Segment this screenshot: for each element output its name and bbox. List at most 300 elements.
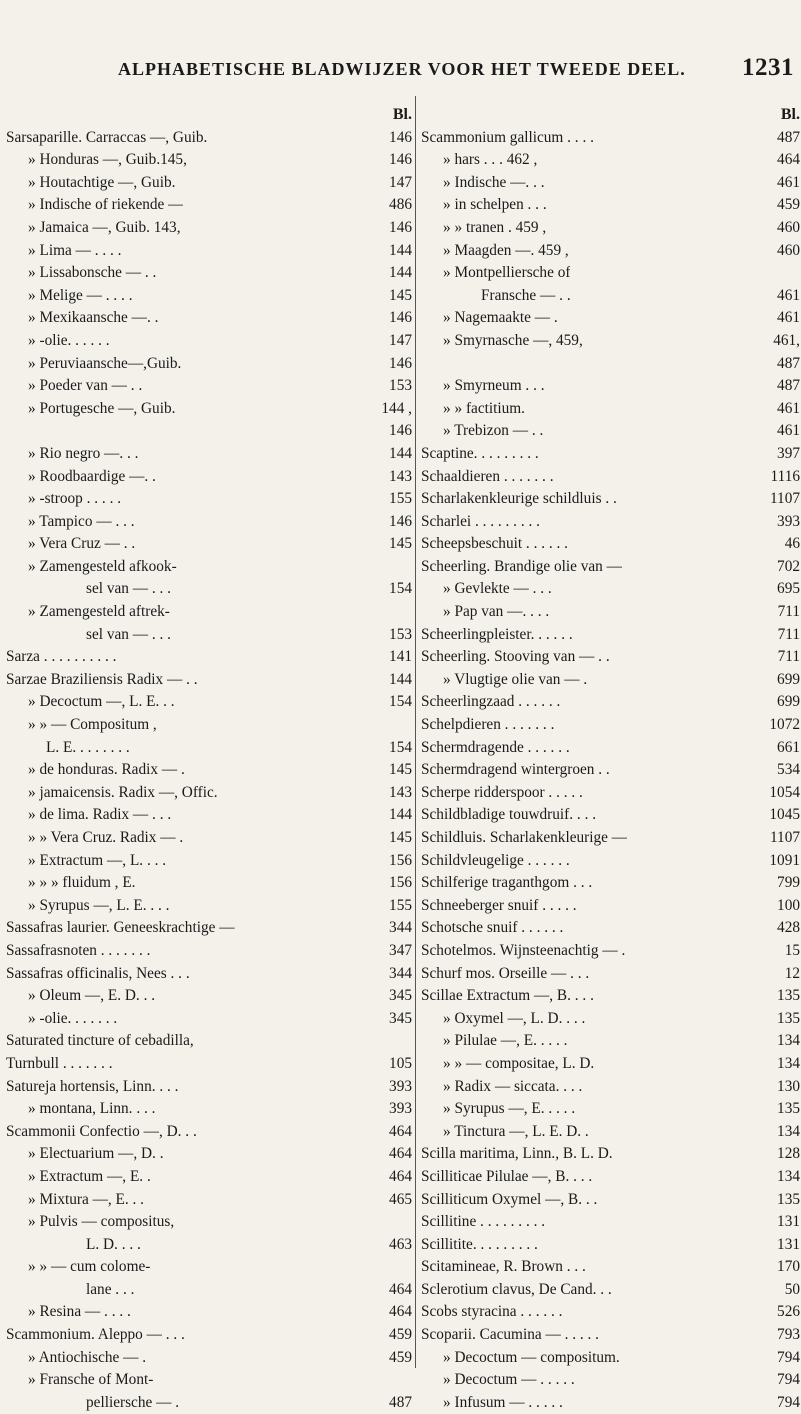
index-entry (6, 172, 412, 195)
index-entry-page: 464 (389, 1167, 412, 1185)
index-entry-page: 699 (777, 693, 800, 711)
index-entry-term: » Vera Cruz — . . (28, 535, 136, 553)
index-entry-term: » Houtachtige —, Guib. (28, 173, 176, 191)
index-entry-term: » Decoctum —, L. E. . . (28, 693, 175, 711)
index-entry (6, 804, 412, 827)
index-entry-page: 1072 (769, 716, 800, 734)
index-entry-page: 1107 (769, 490, 800, 508)
index-entry-term: » Oleum —, E. D. . . (28, 987, 156, 1005)
index-entry-term: Schermdragend wintergroen . . (421, 761, 610, 779)
index-entry (6, 1211, 412, 1234)
index-entry (6, 917, 412, 940)
index-entry-page: 135 (777, 1190, 800, 1208)
index-entry-term: Scitamineae, R. Brown . . . (421, 1258, 586, 1276)
index-entry (6, 1189, 412, 1212)
index-entry-term: Scheepsbeschuit . . . . . . (421, 535, 568, 553)
index-entry-term: Scilla maritima, Linn., B. L. D. (421, 1145, 613, 1163)
index-entry (6, 330, 412, 353)
index-entry-page: 146 (389, 422, 412, 440)
index-entry (6, 466, 412, 489)
index-entry-term: Scharlei . . . . . . . . . (421, 512, 540, 530)
index-entry (6, 511, 412, 534)
index-entry-page: 153 (389, 625, 412, 643)
index-entry-term: Scoparii. Cacumina — . . . . . (421, 1326, 600, 1344)
index-entry (6, 1030, 412, 1053)
index-entry-page: 393 (777, 512, 800, 530)
index-entry-term: Scillae Extractum —, B. . . . (421, 987, 594, 1005)
index-entry (6, 443, 412, 466)
index-entry-page: 147 (389, 331, 412, 349)
index-entry (6, 669, 412, 692)
index-entry (6, 737, 412, 760)
index-entry-term: » Radix — siccata. . . . (443, 1077, 583, 1095)
index-entry-page: 344 (389, 964, 412, 982)
index-entry-term: Scammonium gallicum . . . . (421, 128, 594, 146)
index-entry-page: 153 (389, 377, 412, 395)
index-entry-term: » » Vera Cruz. Radix — . (28, 829, 184, 846)
index-entry-page: 155 (389, 896, 412, 914)
index-entry-page: 144 (389, 241, 412, 259)
index-entry-page: 143 (389, 783, 412, 801)
index-entry-term: Schotelmos. Wijnsteenachtig — . (421, 941, 626, 959)
index-entry-term: Sclerotium clavus, De Cand. . . (421, 1280, 612, 1298)
index-entry-page: 461 (777, 173, 800, 191)
index-entry-term: Scharlakenkleurige schildluis . . (421, 490, 617, 508)
index-entry-term: » -olie. . . . . . . (28, 1009, 118, 1027)
index-entry (6, 782, 412, 805)
index-entry (421, 262, 800, 285)
index-entry-page: 145 (389, 829, 412, 846)
index-entry (421, 737, 800, 760)
index-entry (6, 1301, 412, 1324)
index-entry (421, 1166, 800, 1189)
index-entry-term: » Fransche of Mont- (28, 1371, 154, 1389)
index-entry-term: Schildvleugelige . . . . . . (421, 851, 570, 869)
index-entry (421, 443, 800, 466)
index-entry (6, 285, 412, 308)
index-entry (6, 194, 412, 217)
index-entry-page: 459 (389, 1326, 412, 1344)
index-entry-term: Turnbull . . . . . . . (6, 1054, 113, 1072)
index-entry-term: » Indische —. . . (443, 173, 545, 191)
index-entry-page: 345 (389, 1009, 412, 1027)
index-entry-page: 464 (777, 151, 800, 169)
index-entry-term: Scilliticum Oxymel —, B. . . (421, 1190, 598, 1208)
index-entry-term: » Zamengesteld aftrek- (28, 603, 170, 621)
index-entry-page: 1107 (769, 829, 800, 846)
index-entry-page: 134 (777, 1167, 800, 1185)
index-entry (6, 895, 412, 918)
index-entry-term: Scammonium. Aleppo — . . . (6, 1326, 185, 1344)
index-entry-term: » Pilulae —, E. . . . . (443, 1032, 568, 1050)
index-entry (421, 1143, 800, 1166)
index-entry-page: 534 (777, 761, 800, 779)
right-index-column (421, 104, 800, 1414)
index-entry-term: Sassafras laurier. Geneeskrachtige — (6, 919, 235, 937)
index-entry-page: 702 (777, 557, 800, 575)
index-entry (421, 1211, 800, 1234)
index-entry (6, 691, 412, 714)
index-entry-page: 154 (389, 580, 412, 598)
index-entry-page: 347 (389, 941, 412, 959)
index-entry-term: Sassafras officinalis, Nees . . . (6, 964, 190, 982)
index-entry-term: » » » fluidum , E. (28, 874, 136, 892)
index-entry-term: » Tampico — . . . (28, 512, 135, 530)
index-entry (421, 217, 800, 240)
index-entry (6, 872, 412, 895)
index-entry-page: 134 (777, 1032, 800, 1050)
page-number: 1231 (742, 54, 794, 81)
index-entry-page: 793 (777, 1326, 800, 1344)
index-entry-term: » Rio negro —. . . (28, 444, 139, 462)
index-entry-term: » jamaicensis. Radix —, Offic. (28, 783, 218, 801)
index-entry (421, 172, 800, 195)
index-entry (6, 556, 412, 579)
index-entry (6, 307, 412, 330)
index-entry-term: » Mexikaansche —. . (28, 309, 159, 327)
index-entry-term: » Gevlekte — . . . (443, 580, 552, 598)
index-entry (421, 1279, 800, 1302)
index-entry (421, 104, 800, 127)
index-entry-page: 464 (389, 1303, 412, 1321)
index-entry (421, 1234, 800, 1257)
index-entry-page: 135 (777, 1009, 800, 1027)
index-entry-page: 397 (777, 444, 800, 462)
index-entry-page: 128 (777, 1145, 800, 1163)
index-entry (421, 714, 800, 737)
index-entry-term: Scheerlingpleister. . . . . . (421, 625, 573, 643)
index-entry-page: 144 (389, 264, 412, 282)
index-entry-term: Scaptine. . . . . . . . . (421, 444, 539, 462)
index-entry (6, 262, 412, 285)
index-entry-page: 1054 (769, 783, 800, 801)
index-entry-term: Scobs styracina . . . . . . (421, 1303, 563, 1321)
index-entry-page: 105 (389, 1054, 412, 1072)
index-entry (6, 1166, 412, 1189)
index-entry (421, 804, 800, 827)
index-entry-page: 1116 (770, 467, 800, 485)
index-entry-page: 1045 (769, 806, 800, 824)
index-entry-page: 526 (777, 1303, 800, 1321)
index-entry-page: 711 (777, 625, 800, 643)
index-entry (6, 759, 412, 782)
index-entry-page: 464 (389, 1145, 412, 1163)
index-entry (6, 827, 412, 850)
index-entry-term: Schildbladige touwdruif. . . . (421, 806, 597, 824)
index-entry-page: 799 (777, 874, 800, 892)
index-entry (421, 669, 800, 692)
index-entry (421, 1189, 800, 1212)
index-entry-page: 147 (389, 173, 412, 191)
index-entry (421, 1076, 800, 1099)
index-entry-term: » Poeder van — . . (28, 377, 143, 395)
index-entry-term: » Indische of riekende — (28, 196, 184, 214)
running-title: ALPHABETISCHE BLADWIJZER VOOR HET TWEEDE DEEL. (118, 59, 686, 79)
index-entry-page: 428 (777, 919, 800, 937)
index-entry-term: » in schelpen . . . (443, 196, 547, 214)
index-entry-page: 487 (777, 128, 800, 146)
index-entry-page: 144 (389, 670, 412, 688)
index-entry-page: 794 (777, 1348, 800, 1366)
index-entry-term: » Melige — . . . . (28, 286, 133, 304)
index-entry-page: 154 (389, 693, 412, 711)
index-entry (421, 827, 800, 850)
index-entry (421, 624, 800, 647)
index-entry-term: » Nagemaakte — . (443, 309, 558, 327)
index-entry (6, 488, 412, 511)
index-entry-term: » Smyrnasche —, 459, (443, 331, 583, 349)
index-entry (421, 1008, 800, 1031)
index-entry-page: 46 (784, 535, 800, 553)
index-entry-page: 464 (389, 1280, 412, 1298)
index-entry-page: 135 (777, 1100, 800, 1118)
index-entry-term: » Peruviaansche—,Guib. (28, 354, 182, 372)
index-entry-page: 100 (777, 896, 800, 914)
index-entry-page: 50 (784, 1280, 800, 1298)
index-entry (421, 375, 800, 398)
index-entry (421, 1030, 800, 1053)
index-entry-term: » de honduras. Radix — . (28, 761, 185, 779)
index-entry-page: 155 (389, 490, 412, 508)
index-entry-page: 461 (777, 422, 800, 440)
index-entry-page: 344 (389, 919, 412, 937)
index-entry-page: 170 (777, 1258, 800, 1276)
index-entry-term: Schildluis. Scharlakenkleurige — (421, 829, 628, 846)
index-entry (421, 194, 800, 217)
index-entry-page: 461 (777, 399, 800, 417)
index-entry-page: 711 (777, 603, 800, 621)
index-entry-term: » Montpelliersche of (443, 264, 571, 282)
index-entry-term: » hars . . . 462 , (443, 151, 538, 169)
index-entry-page: 145 (389, 761, 412, 779)
index-entry-term: » Smyrneum . . . (443, 377, 545, 395)
column-divider (415, 96, 416, 1368)
index-entry-term: » Maagden —. 459 , (443, 241, 569, 259)
index-entry-term: » Jamaica —, Guib. 143, (28, 218, 181, 236)
index-entry (421, 466, 800, 489)
index-entry (421, 307, 800, 330)
index-entry-page: 154 (389, 738, 412, 756)
index-entry-term: L. E. . . . . . . . (46, 738, 130, 756)
left-index-column (6, 104, 412, 1414)
index-entry-term: sel van — . . . (86, 625, 171, 643)
index-entry (6, 1369, 412, 1392)
index-entry (421, 872, 800, 895)
index-entry-term: Schaaldieren . . . . . . . (421, 467, 554, 485)
index-entry-page: 461 (777, 309, 800, 327)
index-entry-page: 459 (777, 196, 800, 214)
index-entry-term: Schelpdieren . . . . . . . (421, 716, 555, 734)
index-entry (6, 420, 412, 443)
index-entry-page: 459 (389, 1348, 412, 1366)
index-entry-term: Scherpe ridderspoor . . . . . (421, 783, 583, 801)
index-entry (421, 1324, 800, 1347)
index-entry (6, 375, 412, 398)
index-entry-page: 144 , (381, 399, 412, 417)
index-entry-term: Schurf mos. Orseille — . . . (421, 964, 590, 982)
index-entry-page: 661 (777, 738, 800, 756)
index-entry (421, 330, 800, 353)
index-entry (6, 1347, 412, 1370)
index-entry (421, 1301, 800, 1324)
index-entry (6, 398, 412, 421)
page-column-heading: Bl. (780, 106, 800, 123)
index-entry-term: Schilferige traganthgom . . . (421, 874, 593, 892)
index-entry-page: 464 (389, 1122, 412, 1140)
index-entry-term: » Decoctum — . . . . . (443, 1371, 575, 1389)
index-entry-term: Scillitite. . . . . . . . . (421, 1235, 538, 1253)
index-entry-term: » Lissabonsche — . . (28, 264, 157, 282)
index-entry (421, 1369, 800, 1392)
index-entry-term: lane . . . (86, 1280, 135, 1298)
index-entry-term: » Lima — . . . . (28, 241, 122, 259)
index-entry (6, 646, 412, 669)
index-entry (421, 691, 800, 714)
index-entry-term: Scilliticae Pilulae —, B. . . . (421, 1167, 593, 1185)
index-entry (421, 556, 800, 579)
index-entry-page: 12 (784, 964, 800, 982)
index-entry-term: » Resina — . . . . (28, 1303, 131, 1321)
index-entry (6, 963, 412, 986)
index-entry (421, 759, 800, 782)
index-entry-page: 146 (389, 128, 412, 146)
index-entry-term: » Electuarium —, D. . (28, 1145, 164, 1163)
index-entry (421, 985, 800, 1008)
index-entry-page: 146 (389, 512, 412, 530)
index-entry (6, 127, 412, 150)
index-entry-term: Saturated tincture of cebadilla, (6, 1032, 194, 1050)
index-entry-term: » Mixtura —, E. . . (28, 1190, 144, 1208)
index-entry-term: Schneeberger snuif . . . . . (421, 896, 577, 914)
index-entry-page: 460 (777, 241, 800, 259)
index-entry (421, 353, 800, 376)
index-entry (6, 624, 412, 647)
index-entry (6, 1053, 412, 1076)
index-entry-term: L. D. . . . (86, 1235, 141, 1253)
index-entry-page: 134 (777, 1054, 800, 1072)
index-entry (6, 104, 412, 127)
page-header (118, 56, 794, 86)
index-entry-page: 393 (389, 1077, 412, 1095)
index-entry (6, 1121, 412, 1144)
index-entry-term: Schermdragende . . . . . . (421, 738, 570, 756)
index-entry (421, 782, 800, 805)
index-entry (6, 1279, 412, 1302)
index-entry-term: » Trebizon — . . (443, 422, 544, 440)
index-entry-page: 144 (389, 444, 412, 462)
index-entry-page: 1091 (769, 851, 800, 869)
page-column-heading: Bl. (392, 106, 412, 123)
index-entry-term: Scammonii Confectio —, D. . . (6, 1122, 197, 1140)
index-entry (6, 601, 412, 624)
index-entry-term: Scillitine . . . . . . . . . (421, 1213, 546, 1231)
index-entry-page: 146 (389, 218, 412, 236)
index-entry-page: 699 (777, 670, 800, 688)
index-entry-page: 345 (389, 987, 412, 1005)
index-entry (421, 1347, 800, 1370)
index-entry-term: » -stroop . . . . . (28, 490, 122, 508)
index-entry-term: » Vlugtige olie van — . (443, 670, 588, 688)
index-entry-term: » Syrupus —, E. . . . . (443, 1100, 576, 1118)
index-entry-page: 135 (777, 987, 800, 1005)
index-entry (6, 940, 412, 963)
index-entry-page: 461, (773, 331, 800, 349)
index-entry-term: » » — compositae, L. D. (443, 1054, 595, 1072)
index-entry-page: 146 (389, 309, 412, 327)
index-entry (421, 940, 800, 963)
index-entry-term: » Pap van —. . . . (443, 603, 550, 621)
index-entry (421, 895, 800, 918)
index-entry-page: 156 (389, 874, 412, 892)
index-entry-term: » Tinctura —, L. E. D. . (443, 1122, 589, 1140)
index-entry (421, 578, 800, 601)
index-entry-page: 711 (777, 648, 800, 666)
index-entry (6, 985, 412, 1008)
index-entry (6, 1324, 412, 1347)
index-entry-page: 486 (389, 196, 412, 214)
index-entry-term: » Portugesche —, Guib. (28, 399, 176, 417)
index-entry (421, 646, 800, 669)
index-entry-page: 156 (389, 851, 412, 869)
index-entry-term: » Roodbaardige —. . (28, 467, 156, 485)
index-entry-term: sel van — . . . (86, 580, 171, 598)
index-entry-page: 144 (389, 806, 412, 824)
index-entry (6, 149, 412, 172)
index-entry-page: 393 (389, 1100, 412, 1118)
index-entry (421, 1392, 800, 1414)
index-entry (421, 285, 800, 308)
index-entry-page: 794 (777, 1393, 800, 1411)
index-entry (421, 601, 800, 624)
index-entry (421, 149, 800, 172)
index-entry-term: » » — Compositum , (28, 716, 157, 734)
index-entry (6, 240, 412, 263)
index-entry-term: Sarzae Braziliensis Radix — . . (6, 670, 198, 688)
index-entry-term: pelliersche — . (86, 1393, 180, 1411)
index-entry (421, 420, 800, 443)
index-entry-page: 146 (389, 151, 412, 169)
index-entry (6, 578, 412, 601)
index-entry (421, 1121, 800, 1144)
index-entry-page: 487 (777, 377, 800, 395)
index-entry (6, 533, 412, 556)
index-entry-page: 460 (777, 218, 800, 236)
index-entry (6, 850, 412, 873)
index-entry-term: Sarsaparille. Carraccas —, Guib. (6, 128, 208, 146)
index-entry-term: » » tranen . 459 , (443, 218, 547, 236)
index-entry (421, 1256, 800, 1279)
index-entry-page: 131 (777, 1235, 800, 1253)
index-entry (421, 240, 800, 263)
index-entry-term: » Extractum —, L. . . . (28, 851, 167, 869)
index-entry (421, 963, 800, 986)
index-entry-page: 794 (777, 1371, 800, 1389)
index-entry-page: 143 (389, 467, 412, 485)
index-entry (6, 1076, 412, 1099)
index-entry-page: 465 (389, 1190, 412, 1208)
index-entry (6, 1234, 412, 1257)
index-entry-term: Scheerling. Stooving van — . . (421, 648, 610, 666)
index-entry-term: » Infusum — . . . . . (443, 1393, 563, 1411)
index-entry (6, 1256, 412, 1279)
index-entry-page: 134 (777, 1122, 800, 1140)
index-entry-term: Scheerlingzaad . . . . . . (421, 693, 561, 711)
index-entry-term: Sassafrasnoten . . . . . . . (6, 941, 151, 959)
index-entry-page: 15 (784, 941, 800, 959)
index-entry-page: 487 (389, 1393, 412, 1411)
index-entry (6, 217, 412, 240)
index-entry-term: » de lima. Radix — . . . (28, 806, 172, 824)
